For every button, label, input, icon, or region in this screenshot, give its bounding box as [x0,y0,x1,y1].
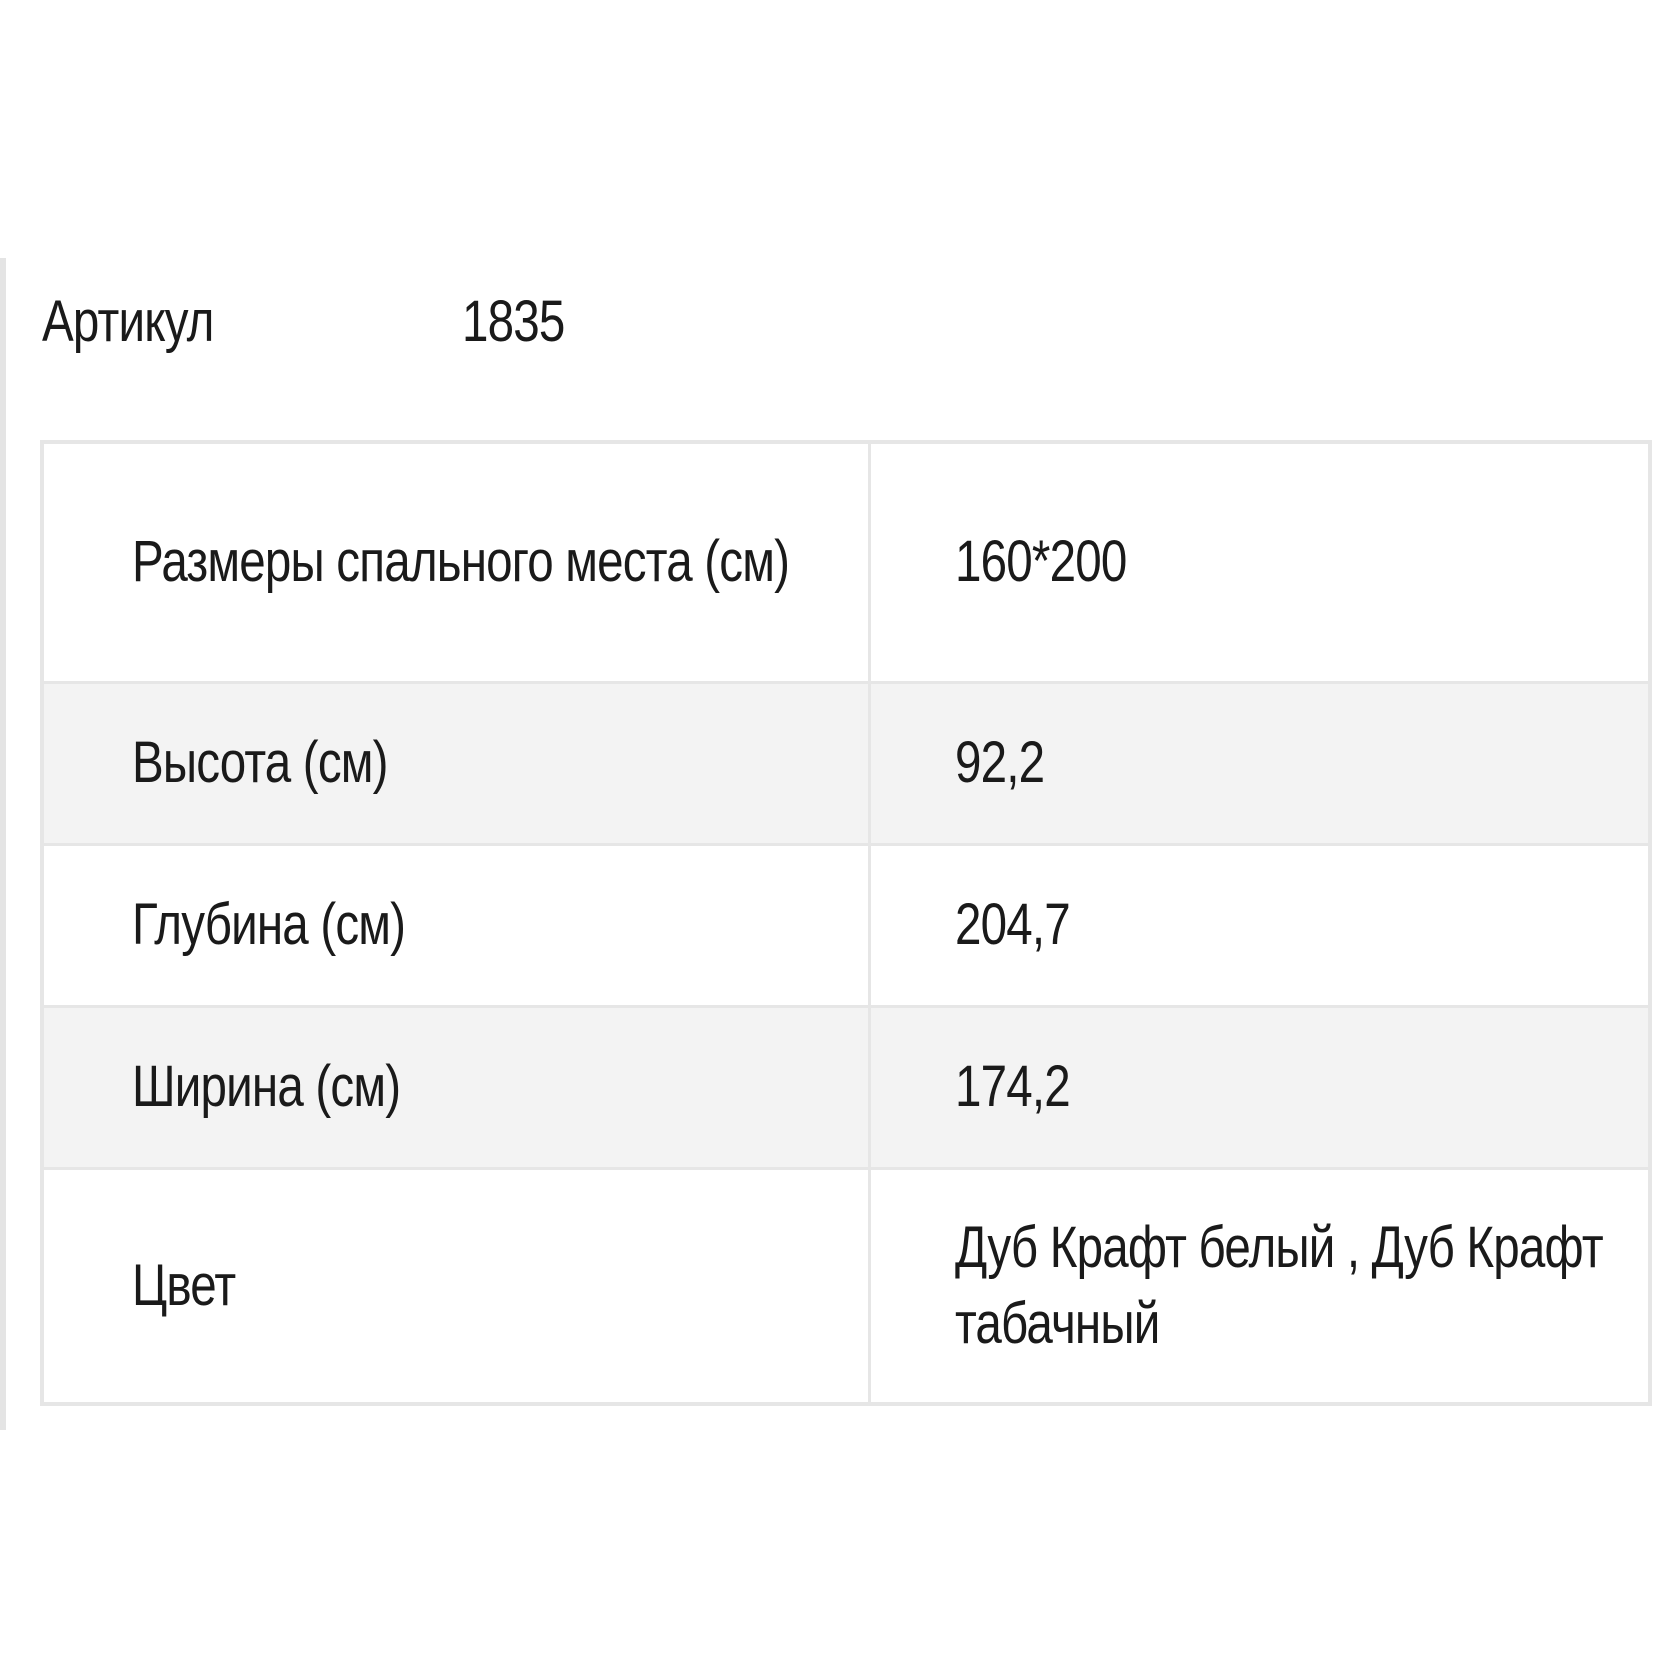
spec-label: Глубина (см) [132,892,406,957]
spec-value: 92,2 [955,730,1045,795]
spec-value-cell [870,1168,1651,1404]
page-left-edge [0,258,6,1430]
spec-value: 204,7 [955,892,1070,957]
spec-label-cell [42,682,870,844]
spec-label: Высота (см) [132,730,388,795]
article-value: 1835 [462,289,565,354]
spec-value: 174,2 [955,1054,1070,1119]
spec-row-sleeping-size [42,442,1650,682]
spec-label-cell [42,1168,870,1404]
spec-label: Цвет [132,1252,236,1318]
spec-label-cell [42,844,870,1006]
spec-value-cell [870,844,1651,1006]
spec-row-height [42,682,1650,844]
specifications-table [40,440,1652,1406]
spec-value-cell [870,1006,1651,1168]
spec-row-color [42,1168,1650,1404]
spec-label-cell [42,442,870,682]
spec-row-width [42,1006,1650,1168]
article-row [42,282,942,362]
spec-row-depth [42,844,1650,1006]
spec-label: Размеры спального места (см) [132,529,790,595]
spec-label: Ширина (см) [132,1054,401,1119]
spec-value: Дуб Крафт белый , Дуб Крафт табачный [955,1214,1603,1356]
spec-value: 160*200 [955,529,1127,595]
article-label: Артикул [42,289,214,354]
spec-value-cell [870,682,1651,844]
spec-value-cell [870,442,1651,682]
spec-label-cell [42,1006,870,1168]
